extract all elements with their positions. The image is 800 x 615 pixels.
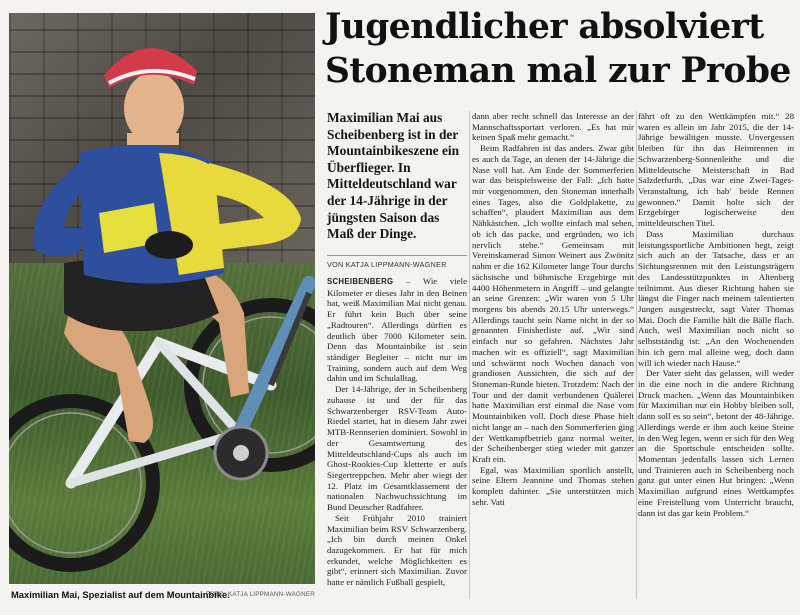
column-divider bbox=[636, 111, 637, 599]
photo-caption bbox=[9, 588, 315, 604]
paragraph: Egal, was Maximilian sportlich anstellt, seine Eltern Jeannine und Thomas stehen komplett dahinter. „Sie unterstützen mich sehr. Vati bbox=[472, 464, 634, 507]
paragraph: Seit Frühjahr 2010 trainiert Maximilian beim RSV Schwarzenberg. „Ich bin durch meinen Onkel dazugekommen. Er hat für mich erkundet, welche Möglichkeiten es gibt“, erinnert sich Maximilian. Zuvor hatte er nämlich Fußball gespielt, bbox=[327, 512, 467, 588]
caption-text: Maximilian Mai, Spezialist auf dem Mountainbike. bbox=[11, 589, 230, 600]
column-divider bbox=[469, 111, 470, 599]
article-column-2 bbox=[472, 111, 634, 602]
dateline: SCHEIBENBERG bbox=[327, 277, 394, 286]
headline bbox=[325, 5, 795, 93]
paragraph-text: – Wie viele Kilometer er dieses Jahr in den Beinen hat, weiß Maximilian Mai nicht genau. Er führt kein Buch über seine „Radtouren“. Allerdings dürften es deutlich über 7000 Kilometer sein. Denn das Mountainbike ist sein ständiger Begleiter – nicht nur im Training, sondern auch auf dem Weg dahin und im Schulalltag. bbox=[327, 276, 467, 384]
article-column-1 bbox=[327, 276, 467, 602]
paragraph bbox=[327, 276, 467, 384]
article-photo bbox=[9, 13, 315, 584]
headline-line-1: Jugendlicher absolviert bbox=[325, 7, 764, 47]
paragraph: fährt oft zu den Wettkämpfen mit.“ 28 waren es allein im Jahr 2015, die der 14-Jährige bewältigen musste. Unvergessen bleiben für ihn das Heimrennen in Schwarzenberg-Sonnenleithe und die Mitteldeutsche Meisterschaft in Bad Salzdetfurth. „Das war eine Zwei-Tages-Veranstaltung, ich hab' beide Rennen gewonnen.“ Damit holte sich der Erzgebirger logischerweise den mitteldeutschen Titel. bbox=[638, 111, 794, 229]
paragraph: Der 14-Jährige, der in Scheibenberg zuhause ist und der für das Schwarzenberger RSV-Team Auto-Riedel startet, hat in diesem Jahr zwei MTB-Rennserien dominiert. Sowohl in der Gesamtwertung des Mitteldeutschland-Cups als auch im Ghost-Rookies-Cup kletterte er aufs Siegertreppchen. Mehr aber wiegt der 12. Platz im Gesamtklassement der nationalen Nachwuchssichtung im Bund Deutscher Radfahrer. bbox=[327, 384, 467, 513]
paragraph: dann aber recht schnell das Interesse an der Mannschaftssportart verloren. „Es hat mir keinen Spaß mehr gemacht.“ bbox=[472, 111, 634, 143]
headline-line-2: Stoneman mal zur Probe bbox=[325, 51, 791, 91]
article-column-3 bbox=[638, 111, 794, 602]
lead-paragraph: Maximilian Mai aus Scheibenberg ist in der Mountainbikeszene ein Überflieger. In Mitteldeutschland war der 14-Jährige in der jüngsten Saison das Maß der Dinge. bbox=[327, 110, 460, 242]
byline: VON KATJA LIPPMANN-WAGNER bbox=[327, 255, 467, 269]
paragraph: Dass Maximilian durchaus leistungssportliche Ambitionen hegt, zeigt sich auch an der Tatsache, dass er an Sichtungsrennen mit den Leistungsträgern des Landesstützpunktes in Altenberg teilnimmt. Aus dieser Richtung haben sie längst die Finger nach meinem talentierten Jungen ausgestreckt, sagt Vater Thomas Mai. Doch die Familie hält die Bälle flach. Auch, weil Maximilian noch nicht so selbstständig ist: „An den Wochenenden bin ich gern mal alleine weg, doch dann will ich wieder nach Hause.“ bbox=[638, 228, 794, 368]
cyclist-illustration bbox=[9, 13, 315, 584]
photo-credit: FOTO: KATJA LIPPMANN-WAGNER bbox=[205, 591, 315, 598]
paragraph: Beim Radfahren ist das anders. Zwar gibt es auch da Tage, an denen der 14-Jährige die Nase voll hat. Am Ende der Sommerferien war das beispielsweise der Fall: „Ich hatte mir vorgenommen, den Stoneman innerhalb eines Tages, also die Goldplakette, zu schaffen“, plaudert Maximilian aus dem Nähkästchen. „Ich wollte einfach mal sehen, ob ich das packe, und ergründen, wo ich nervlich stehe.“ Gemeinsam mit Vereinskamerad Simon Weinert aus Zwönitz nahm er die 162 Kilometer lange Tour durchs sächsische und böhmische Erzgebirge mit 4400 Höhenmetern in Angriff – und gelangte an seine Grenzen: „Wir waren von 5 Uhr morgens bis abends 20.15 Uhr unterwegs.“ Allerdings taucht sein Name nicht in der so genannten Finisherliste auf. „Wir sind einfach nur so gefahren. Nächstes Jahr machen wir es offiziell“, sagt Maximilian und schwärmt noch Wochen danach von grandiosen Aussichten, die sich auf der Stoneman-Runde bieten. Trotzdem: Nach der Tour und der damit verbundenen Quälerei hatte Maximilian erst einmal die Nase vom Mountainbiken voll. Doch diese Phase hielt nicht lange an – nach den Sommerferien ging der Wettkampfbetrieb ganz normal weiter, der Scheibenberger stieg wieder mit ganzer Kraft ein. bbox=[472, 143, 634, 464]
paragraph: Der Vater sieht das gelassen, will weder in die eine noch in die andere Richtung Druck machen. „Wenn das Mountainbiken für Maximilian nur ein Hobby bleiben soll, dann soll es so sein“, betont der 48-Jährige. Allerdings werde er ihm auch keine Steine in den Weg legen, wenn er sich für den Weg an die Sportschule entscheiden sollte. Momentan jedenfalls lassen sich Lernen und Trainieren auch in Scheibenberg noch ganz gut unter einen Hut bringen: „Wenn Maximilian aufgrund eines Wettkampfes eine Freistellung vom Unterricht braucht, dann ist das gar kein Problem.“ bbox=[638, 368, 794, 518]
